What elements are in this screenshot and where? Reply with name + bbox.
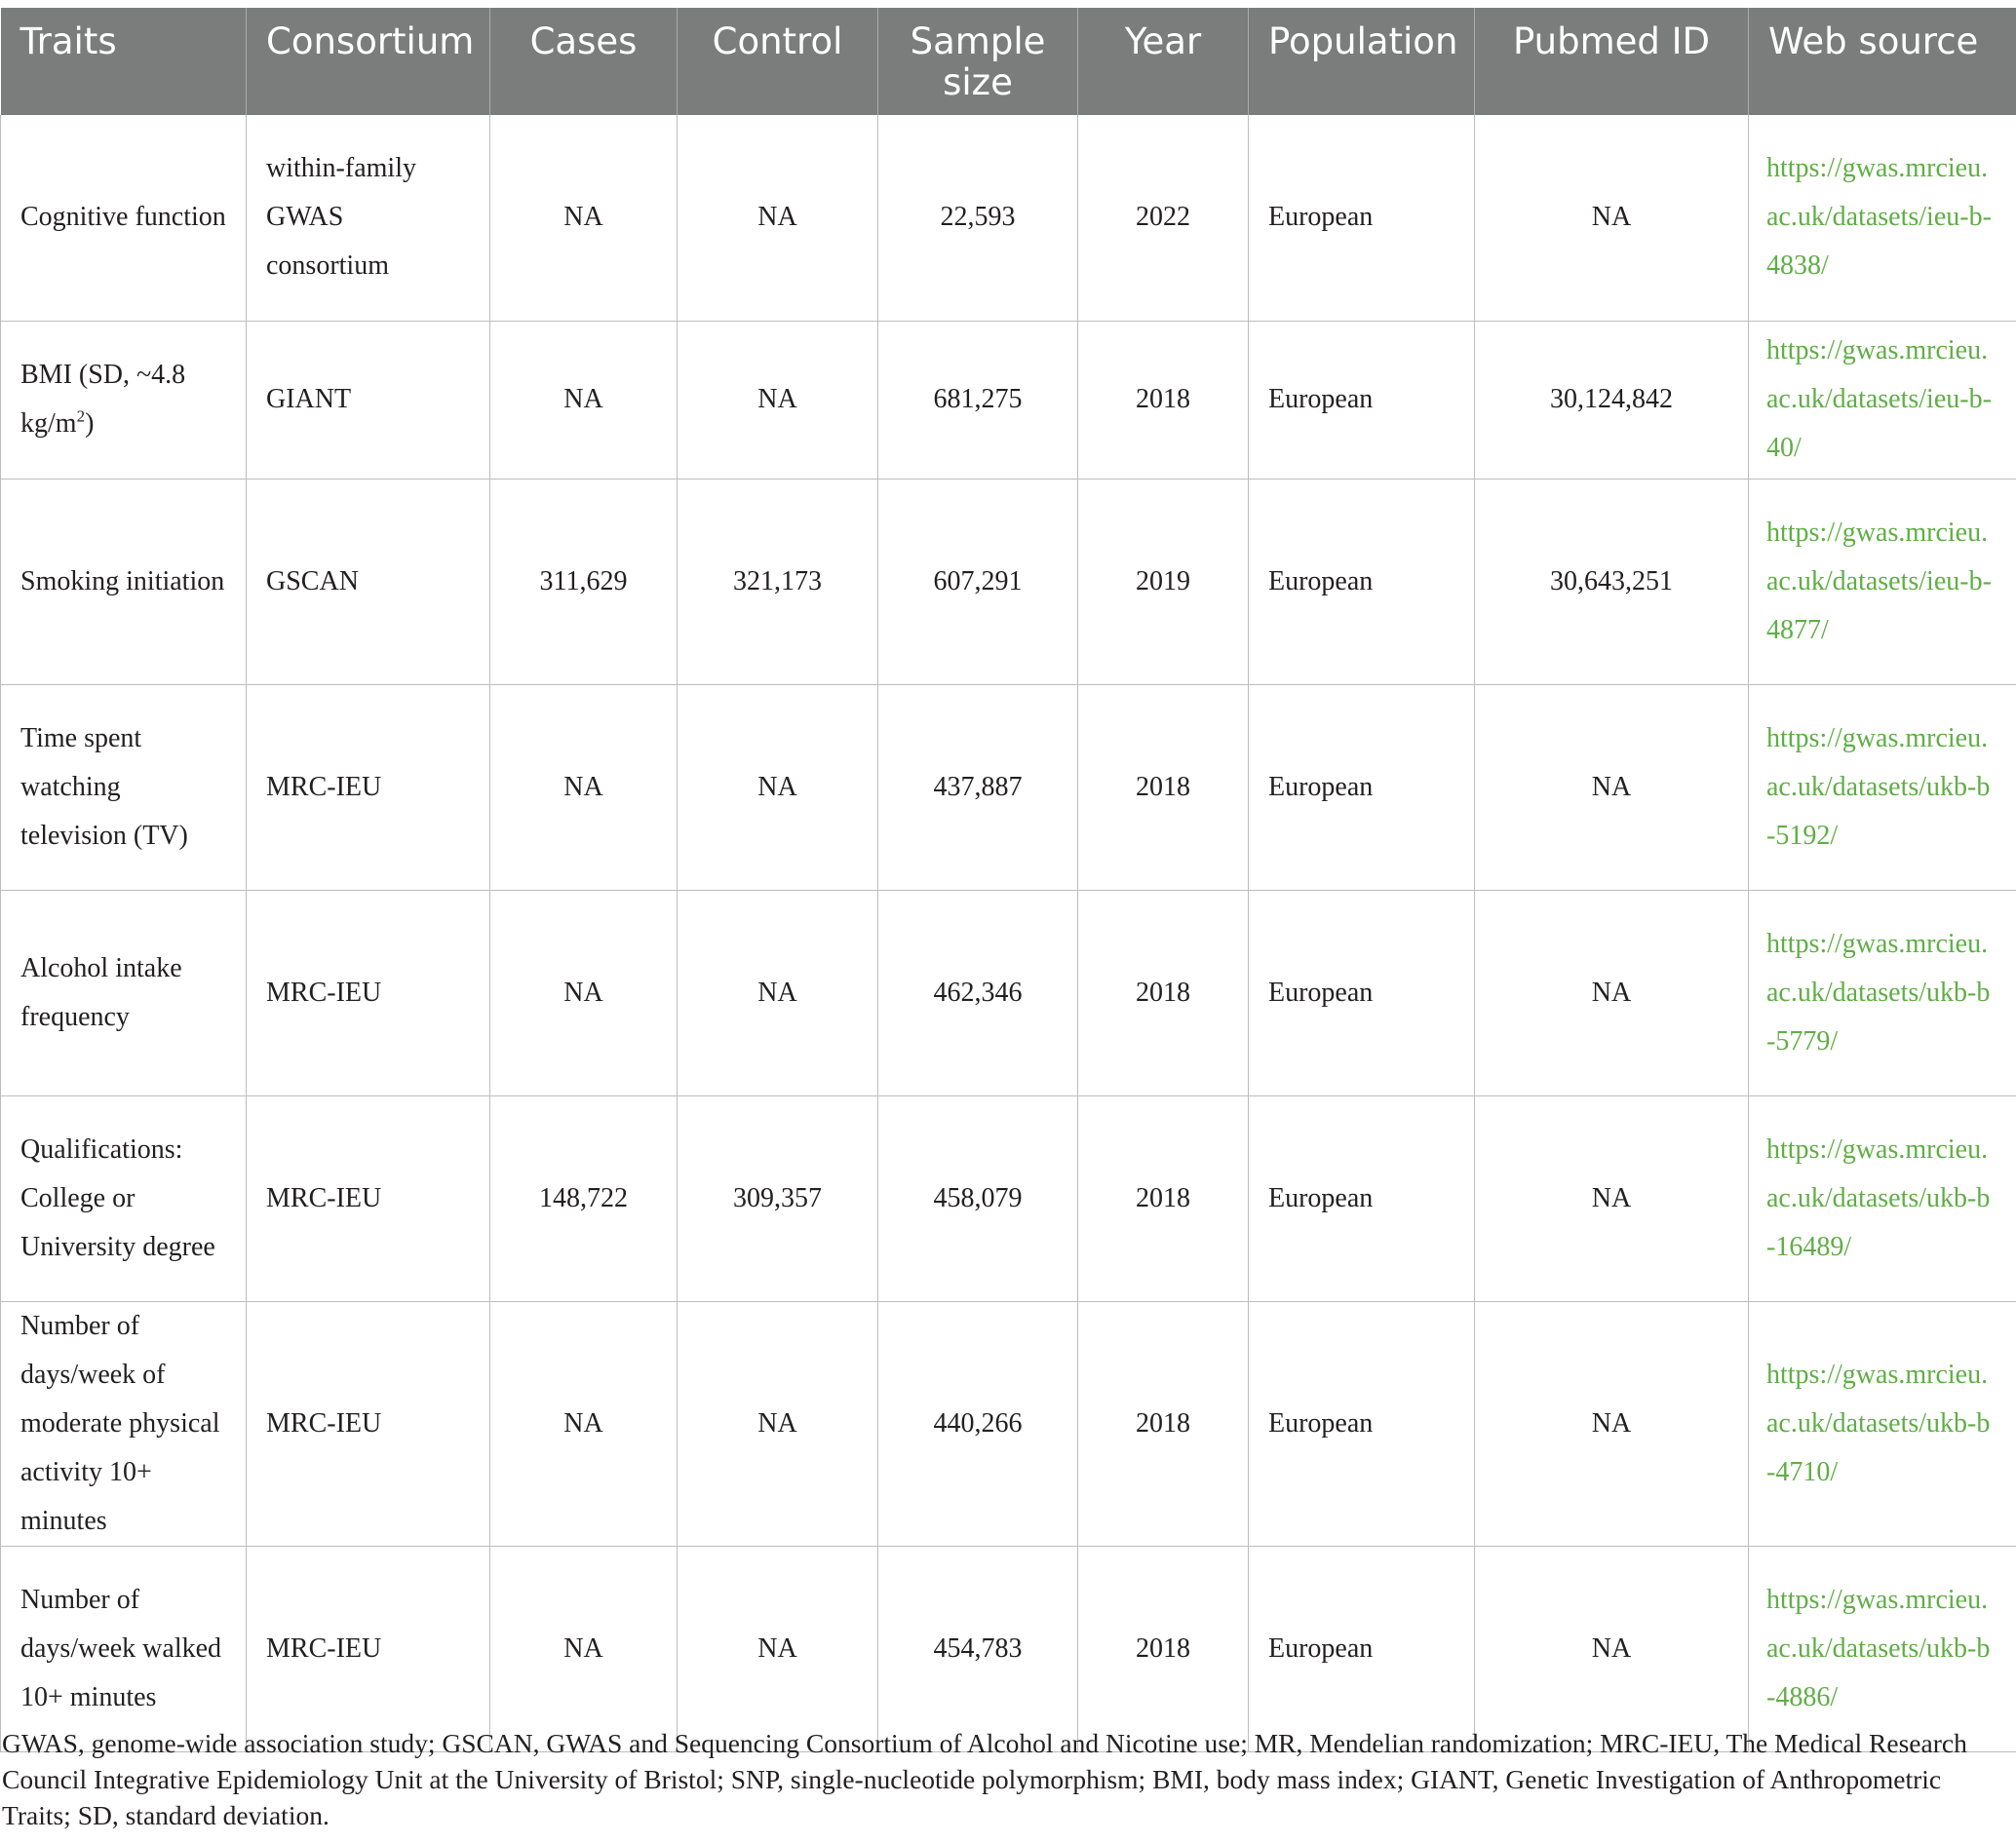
header-pubmed-id: Pubmed ID bbox=[1475, 8, 1749, 115]
cell-consortium: GIANT bbox=[247, 321, 490, 479]
web-source-link[interactable]: https://gwas.mrcieu.ac.uk/datasets/ukb-b-5192/ bbox=[1749, 684, 2016, 890]
cell-sample-size: 607,291 bbox=[878, 479, 1078, 684]
superscript-2: 2 bbox=[76, 406, 86, 426]
cell-population: European bbox=[1249, 1301, 1475, 1546]
cell-traits bbox=[1, 321, 247, 479]
cell-consortium: MRC-IEU bbox=[247, 1546, 490, 1751]
cell-traits: Qualifications: College or University degree bbox=[1, 1095, 247, 1301]
cell-consortium: GSCAN bbox=[247, 479, 490, 684]
cell-traits: Number of days/week walked 10+ minutes bbox=[1, 1546, 247, 1751]
cell-control: NA bbox=[678, 1546, 878, 1751]
cell-cases: NA bbox=[490, 684, 678, 890]
web-source-link[interactable]: https://gwas.mrcieu.ac.uk/datasets/ieu-b-40/ bbox=[1749, 321, 2016, 479]
cell-sample-size: 462,346 bbox=[878, 890, 1078, 1095]
header-consortium: Consortium bbox=[247, 8, 490, 115]
cell-control: NA bbox=[678, 115, 878, 321]
cell-traits-text: BMI (SD, ~4.8 kg/m bbox=[20, 360, 191, 439]
cell-year: 2018 bbox=[1078, 1546, 1249, 1751]
cell-year: 2018 bbox=[1078, 321, 1249, 479]
cell-sample-size: 454,783 bbox=[878, 1546, 1078, 1751]
web-source-link[interactable]: https://gwas.mrcieu.ac.uk/datasets/ukb-b-16489/ bbox=[1749, 1095, 2016, 1301]
cell-population: European bbox=[1249, 684, 1475, 890]
cell-traits: Time spent watching television (TV) bbox=[1, 684, 247, 890]
cell-pubmed-id: NA bbox=[1475, 115, 1749, 321]
cell-traits: Number of days/week of moderate physical activity 10+ minutes bbox=[1, 1301, 247, 1546]
cell-pubmed-id: NA bbox=[1475, 1301, 1749, 1546]
header-control: Control bbox=[678, 8, 878, 115]
table-row bbox=[1, 890, 2016, 1095]
cell-population: European bbox=[1249, 890, 1475, 1095]
web-source-link[interactable]: https://gwas.mrcieu.ac.uk/datasets/ukb-b-4886/ bbox=[1749, 1546, 2016, 1751]
cell-year: 2018 bbox=[1078, 890, 1249, 1095]
cell-traits: Smoking initiation bbox=[1, 479, 247, 684]
cell-pubmed-id: NA bbox=[1475, 1546, 1749, 1751]
cell-control: NA bbox=[678, 321, 878, 479]
cell-sample-size: 437,887 bbox=[878, 684, 1078, 890]
table-row bbox=[1, 684, 2016, 890]
cell-consortium: MRC-IEU bbox=[247, 890, 490, 1095]
cell-cases: NA bbox=[490, 1301, 678, 1546]
table-row bbox=[1, 479, 2016, 684]
cell-consortium: MRC-IEU bbox=[247, 1301, 490, 1546]
cell-year: 2018 bbox=[1078, 1301, 1249, 1546]
header-sample-size: Sample size bbox=[878, 8, 1078, 115]
cell-cases: NA bbox=[490, 321, 678, 479]
web-source-link[interactable]: https://gwas.mrcieu.ac.uk/datasets/ukb-b-4710/ bbox=[1749, 1301, 2016, 1546]
cell-traits: Cognitive function bbox=[1, 115, 247, 321]
cell-population: European bbox=[1249, 479, 1475, 684]
header-web-source: Web source bbox=[1749, 8, 2016, 115]
cell-pubmed-id: 30,124,842 bbox=[1475, 321, 1749, 479]
cell-population: European bbox=[1249, 1546, 1475, 1751]
cell-pubmed-id: NA bbox=[1475, 1095, 1749, 1301]
cell-consortium: MRC-IEU bbox=[247, 1095, 490, 1301]
cell-cases: NA bbox=[490, 1546, 678, 1751]
cell-population: European bbox=[1249, 321, 1475, 479]
cell-year: 2022 bbox=[1078, 115, 1249, 321]
table-row bbox=[1, 1095, 2016, 1301]
cell-cases: NA bbox=[490, 890, 678, 1095]
table-header-row bbox=[1, 8, 2016, 115]
cell-cases: NA bbox=[490, 115, 678, 321]
cell-consortium: MRC-IEU bbox=[247, 684, 490, 890]
table-row bbox=[1, 321, 2016, 479]
cell-control: NA bbox=[678, 890, 878, 1095]
cell-pubmed-id: NA bbox=[1475, 684, 1749, 890]
cell-sample-size: 22,593 bbox=[878, 115, 1078, 321]
cell-cases: 148,722 bbox=[490, 1095, 678, 1301]
cell-consortium: within-family GWAS consortium bbox=[247, 115, 490, 321]
cell-control: 309,357 bbox=[678, 1095, 878, 1301]
header-year: Year bbox=[1078, 8, 1249, 115]
cell-traits-suffix: ) bbox=[85, 408, 95, 439]
web-source-link[interactable]: https://gwas.mrcieu.ac.uk/datasets/ieu-b-4877/ bbox=[1749, 479, 2016, 684]
table-footnote: GWAS, genome-wide association study; GSCAN, GWAS and Sequencing Consortium of Alcohol and Nicotine use; MR, Mendelian randomization; MRC-IEU, The Medical Research Council Integrative Epidemiology Unit at the University of Bristol; SNP, single-nucleotide polymorphism; BMI, body mass index; GIANT, Genetic Investigation of Anthropometric Traits; SD, standard deviation. bbox=[2, 1728, 1967, 1830]
cell-control: NA bbox=[678, 684, 878, 890]
header-traits: Traits bbox=[1, 8, 247, 115]
cell-year: 2018 bbox=[1078, 684, 1249, 890]
web-source-link[interactable]: https://gwas.mrcieu.ac.uk/datasets/ieu-b-4838/ bbox=[1749, 115, 2016, 321]
cell-traits: Alcohol intake frequency bbox=[1, 890, 247, 1095]
cell-sample-size: 440,266 bbox=[878, 1301, 1078, 1546]
gwas-data-table bbox=[0, 8, 2016, 1752]
cell-pubmed-id: NA bbox=[1475, 890, 1749, 1095]
table-row bbox=[1, 1546, 2016, 1751]
table-row bbox=[1, 1301, 2016, 1546]
gwas-data-table-container bbox=[0, 8, 2016, 1752]
cell-year: 2018 bbox=[1078, 1095, 1249, 1301]
web-source-link[interactable]: https://gwas.mrcieu.ac.uk/datasets/ukb-b-5779/ bbox=[1749, 890, 2016, 1095]
cell-cases: 311,629 bbox=[490, 479, 678, 684]
header-population: Population bbox=[1249, 8, 1475, 115]
cell-population: European bbox=[1249, 1095, 1475, 1301]
cell-population: European bbox=[1249, 115, 1475, 321]
cell-sample-size: 458,079 bbox=[878, 1095, 1078, 1301]
header-cases: Cases bbox=[490, 8, 678, 115]
cell-year: 2019 bbox=[1078, 479, 1249, 684]
cell-sample-size: 681,275 bbox=[878, 321, 1078, 479]
table-row bbox=[1, 115, 2016, 321]
cell-pubmed-id: 30,643,251 bbox=[1475, 479, 1749, 684]
cell-control: 321,173 bbox=[678, 479, 878, 684]
cell-control: NA bbox=[678, 1301, 878, 1546]
